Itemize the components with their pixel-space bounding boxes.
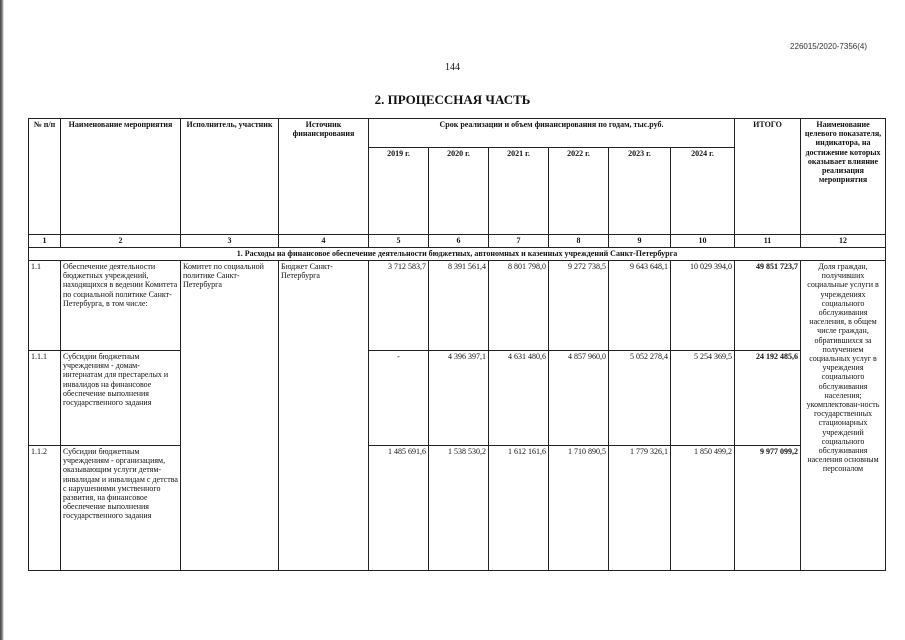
value-2022: 1 710 890,5 [549, 446, 609, 571]
value-2019: - [369, 351, 429, 446]
value-2020: 1 538 530,2 [429, 446, 489, 571]
header-executor: Исполнитель, участник [181, 119, 279, 235]
column-number: 2 [61, 235, 181, 248]
header-year: 2024 г. [671, 148, 735, 235]
value-2024: 5 254 369,5 [671, 351, 735, 446]
column-number: 1 [29, 235, 61, 248]
row-number: 1.1 [29, 261, 61, 351]
section-heading: 1. Расходы на финансовое обеспечение деятельности бюджетных, автономных и казенных учреждений Санкт-Петербурга [29, 248, 886, 261]
column-number: 3 [181, 235, 279, 248]
total-value: 49 851 723,7 [735, 261, 801, 351]
page-number: 144 [445, 62, 460, 73]
column-number: 11 [735, 235, 801, 248]
value-2023: 9 643 648,1 [609, 261, 671, 351]
financing-table [28, 118, 886, 571]
total-value: 24 192 485,6 [735, 351, 801, 446]
value-2023: 5 052 278,4 [609, 351, 671, 446]
table-row [29, 261, 886, 351]
value-2022: 4 857 960,0 [549, 351, 609, 446]
total-value: 9 977 099,2 [735, 446, 801, 571]
header-indicator: Наименование целевого показателя, индикатора, на достижение которых оказывает влияние реализация мероприятия [801, 119, 886, 235]
value-2019: 1 485 691,6 [369, 446, 429, 571]
value-2019: 3 712 583,7 [369, 261, 429, 351]
header-year: 2019 г. [369, 148, 429, 235]
column-number: 5 [369, 235, 429, 248]
header-year: 2023 г. [609, 148, 671, 235]
value-2020: 4 396 397,1 [429, 351, 489, 446]
column-number: 10 [671, 235, 735, 248]
value-2022: 9 272 738,5 [549, 261, 609, 351]
table-row [29, 446, 886, 571]
executor-cell: Комитет по социальной политике Санкт-Петербурга [181, 261, 279, 571]
header-name: Наименование мероприятия [61, 119, 181, 235]
value-2021: 8 801 798,0 [489, 261, 549, 351]
indicator-cell: Доля граждан, получивших социальные услуги в учреждениях социального обслуживания населения, в общем числе граждан, обратившихся за получением социальных услуг в учреждения социального обслуживания населения; укомплектован-ность государственных стационарных учреждений социального обслуживания населения основным персоналом [801, 261, 886, 571]
column-number: 6 [429, 235, 489, 248]
header-row-top [29, 119, 886, 148]
header-num: № п/п [29, 119, 61, 235]
column-number-row [29, 235, 886, 248]
column-number: 9 [609, 235, 671, 248]
header-year: 2021 г. [489, 148, 549, 235]
row-number: 1.1.1 [29, 351, 61, 446]
document-id: 226015/2020-7356(4) [790, 42, 867, 51]
column-number: 7 [489, 235, 549, 248]
value-2023: 1 779 326,1 [609, 446, 671, 571]
value-2021: 4 631 480,6 [489, 351, 549, 446]
column-number: 4 [279, 235, 369, 248]
value-2024: 1 850 499,2 [671, 446, 735, 571]
row-number: 1.1.2 [29, 446, 61, 571]
activity-name: Субсидии бюджетным учреждениям - домам-интернатам для престарелых и инвалидов на финансовое обеспечение выполнения государственного задания [61, 351, 181, 446]
header-period: Срок реализации и объем финансирования по годам, тыс.руб. [369, 119, 735, 148]
header-source: Источник финансирования [279, 119, 369, 235]
section-title: 2. ПРОЦЕССНАЯ ЧАСТЬ [374, 92, 531, 107]
activity-name: Субсидии бюджетным учреждениям - организациям, оказывающим услуги детям-инвалидам и инвалидам с детства с нарушениями умственного развития, на финансовое обеспечение выполнения государственного задания [61, 446, 181, 571]
value-2021: 1 612 161,6 [489, 446, 549, 571]
column-number: 12 [801, 235, 886, 248]
value-2024: 10 029 394,0 [671, 261, 735, 351]
source-cell: Бюджет Санкт-Петербурга [279, 261, 369, 571]
value-2020: 8 391 561,4 [429, 261, 489, 351]
table-row [29, 351, 886, 446]
column-number: 8 [549, 235, 609, 248]
header-year: 2020 г. [429, 148, 489, 235]
header-year: 2022 г. [549, 148, 609, 235]
section-row [29, 248, 886, 261]
activity-name: Обеспечение деятельности бюджетных учреждений, находящихся в ведении Комитета по социальной политике Санкт-Петербурга, в том числе: [61, 261, 181, 351]
header-total: ИТОГО [735, 119, 801, 235]
